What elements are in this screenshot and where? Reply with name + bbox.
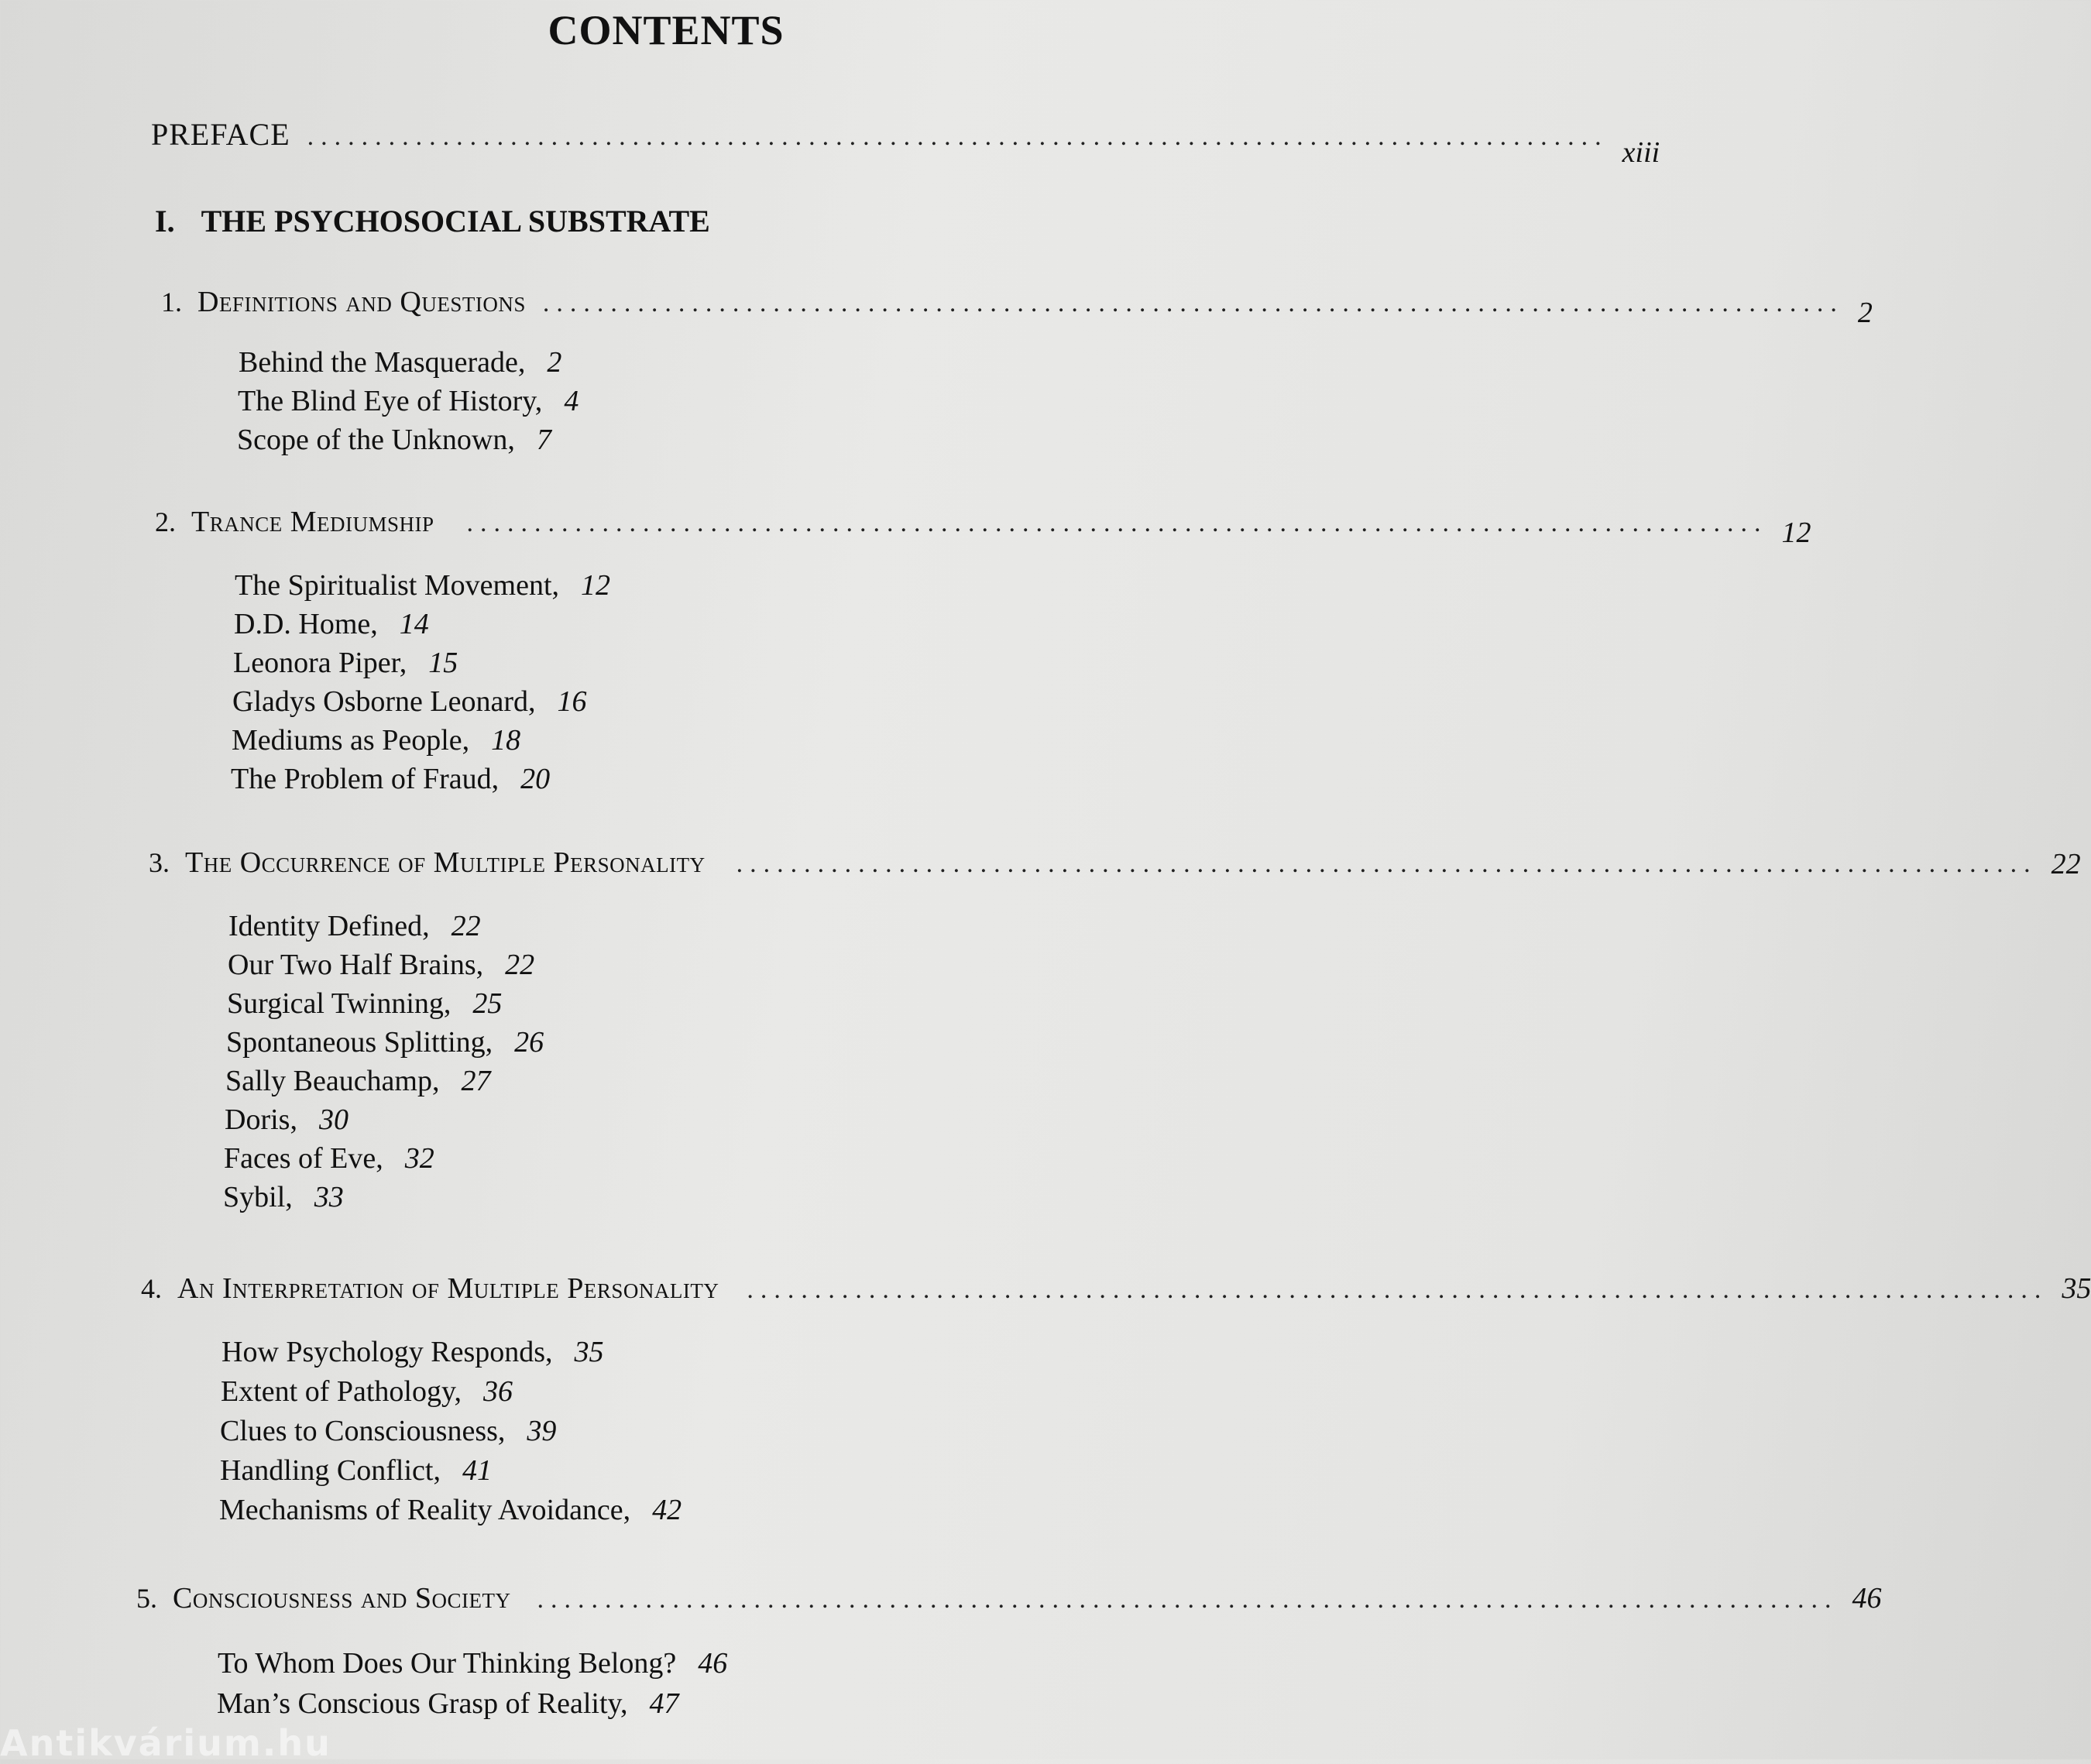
- section-entry: [224, 1141, 434, 1175]
- section-page: 47: [649, 1687, 679, 1720]
- section-page: 36: [483, 1375, 513, 1408]
- section-title: To Whom Does Our Thinking Belong?: [218, 1647, 677, 1680]
- part-title: THE PSYCHOSOCIAL SUBSTRATE: [201, 204, 710, 239]
- chapter-page: 46: [1852, 1582, 1882, 1615]
- section-title: The Problem of Fraud,: [231, 763, 500, 795]
- section-entry: [218, 1646, 727, 1680]
- section-entry: [235, 568, 610, 602]
- chapter-page: 35: [2062, 1272, 2091, 1305]
- section-title: The Blind Eye of History,: [238, 385, 543, 417]
- section-entry: [219, 1493, 682, 1527]
- chapter-number: 1.: [161, 287, 182, 317]
- leader-dots: ................................................................................................: [466, 509, 1768, 537]
- chapter-title: Definitions and Questions: [197, 286, 526, 318]
- section-entry: [233, 646, 458, 680]
- section-title: D.D. Home,: [234, 608, 378, 640]
- chapter-page: 12: [1781, 517, 1811, 549]
- section-page: 22: [505, 949, 535, 981]
- chapter-title: The Occurrence of Multiple Personality: [185, 846, 706, 879]
- chapter-page: 2: [1857, 297, 1873, 329]
- section-page: 14: [399, 608, 429, 640]
- section-entry: [228, 948, 534, 982]
- section-page: 35: [574, 1336, 604, 1368]
- section-title: Spontaneous Splitting,: [226, 1026, 493, 1059]
- section-title: Mechanisms of Reality Avoidance,: [219, 1494, 631, 1526]
- section-page: 18: [491, 724, 521, 757]
- section-entry: [237, 423, 551, 457]
- section-page: 42: [652, 1494, 682, 1526]
- chapter-entry: [161, 285, 1873, 329]
- section-page: 26: [514, 1026, 544, 1059]
- section-page: 15: [428, 647, 458, 679]
- watermark: Antikvárium.hu: [0, 1722, 331, 1764]
- chapter-number: 5.: [136, 1583, 157, 1614]
- section-title: Identity Defined,: [228, 910, 430, 942]
- chapter-title: Trance Mediumship: [191, 506, 434, 538]
- section-title: Man’s Conscious Grasp of Reality,: [217, 1687, 628, 1720]
- section-page: 22: [451, 910, 481, 942]
- section-page: 33: [314, 1181, 344, 1213]
- section-title: Doris,: [225, 1103, 297, 1136]
- section-entry: [231, 762, 550, 796]
- section-entry: [238, 384, 579, 418]
- section-entry: [239, 345, 561, 379]
- leader-dots: ................................................................................................: [307, 122, 1609, 151]
- chapter-title: Consciousness and Society: [173, 1582, 511, 1615]
- section-title: Handling Conflict,: [220, 1454, 441, 1487]
- leader-dots: ................................................................................................: [537, 1585, 1839, 1614]
- chapter-page: 22: [2051, 848, 2081, 880]
- section-entry: [232, 685, 587, 719]
- preface-page: xiii: [1622, 136, 1660, 169]
- section-page: 30: [318, 1103, 348, 1136]
- section-title: Our Two Half Brains,: [228, 949, 484, 981]
- chapter-number: 2.: [155, 506, 176, 537]
- section-entry: [220, 1414, 556, 1448]
- section-title: Clues to Consciousness,: [220, 1415, 506, 1447]
- part-heading: [155, 203, 710, 239]
- section-page: 27: [461, 1065, 491, 1097]
- chapter-title: An Interpretation of Multiple Personality: [177, 1272, 719, 1305]
- section-title: Leonora Piper,: [233, 647, 407, 679]
- page-title: CONTENTS: [548, 7, 785, 53]
- section-page: 46: [698, 1647, 728, 1680]
- section-page: 7: [536, 424, 551, 456]
- section-entry: [226, 1025, 544, 1059]
- chapter-entry: [155, 505, 1811, 549]
- chapter-entry: [149, 846, 2081, 880]
- section-title: Surgical Twinning,: [227, 987, 452, 1020]
- section-entry: [232, 723, 520, 757]
- section-title: The Spiritualist Movement,: [235, 569, 560, 602]
- section-entry: [234, 607, 429, 641]
- section-title: Extent of Pathology,: [221, 1375, 462, 1408]
- section-page: 20: [520, 763, 551, 795]
- chapter-entry: [136, 1581, 1882, 1615]
- section-page: 39: [527, 1415, 557, 1447]
- chapter-number: 3.: [149, 847, 170, 878]
- preface-label: PREFACE: [151, 117, 290, 152]
- section-title: Faces of Eve,: [224, 1142, 383, 1175]
- section-entry: [220, 1453, 492, 1488]
- section-entry: [221, 1335, 604, 1369]
- preface-entry: [151, 116, 1660, 169]
- section-page: 41: [462, 1454, 492, 1487]
- section-page: 16: [557, 685, 587, 718]
- section-entry: [217, 1687, 679, 1721]
- section-title: Sally Beauchamp,: [225, 1065, 440, 1097]
- section-title: Gladys Osborne Leonard,: [232, 685, 536, 718]
- chapter-entry: [141, 1272, 2091, 1306]
- section-page: 12: [581, 569, 611, 602]
- leader-dots: ................................................................................................: [736, 849, 2038, 878]
- section-title: Scope of the Unknown,: [237, 424, 515, 456]
- section-title: How Psychology Responds,: [221, 1336, 553, 1368]
- section-entry: [225, 1064, 490, 1098]
- section-entry: [221, 1374, 513, 1409]
- section-entry: [227, 987, 502, 1021]
- section-entry: [223, 1180, 344, 1214]
- section-page: 2: [547, 346, 562, 379]
- leader-dots: ................................................................................................: [747, 1275, 2048, 1304]
- section-entry: [225, 1103, 348, 1137]
- leader-dots: ................................................................................................: [542, 289, 1844, 317]
- section-title: Behind the Masquerade,: [239, 346, 526, 379]
- section-page: 25: [472, 987, 503, 1020]
- part-number: I.: [155, 204, 175, 239]
- section-entry: [228, 909, 481, 943]
- section-page: 32: [404, 1142, 434, 1175]
- section-title: Mediums as People,: [232, 724, 470, 757]
- chapter-number: 4.: [141, 1273, 162, 1304]
- section-page: 4: [564, 385, 579, 417]
- section-title: Sybil,: [223, 1181, 293, 1213]
